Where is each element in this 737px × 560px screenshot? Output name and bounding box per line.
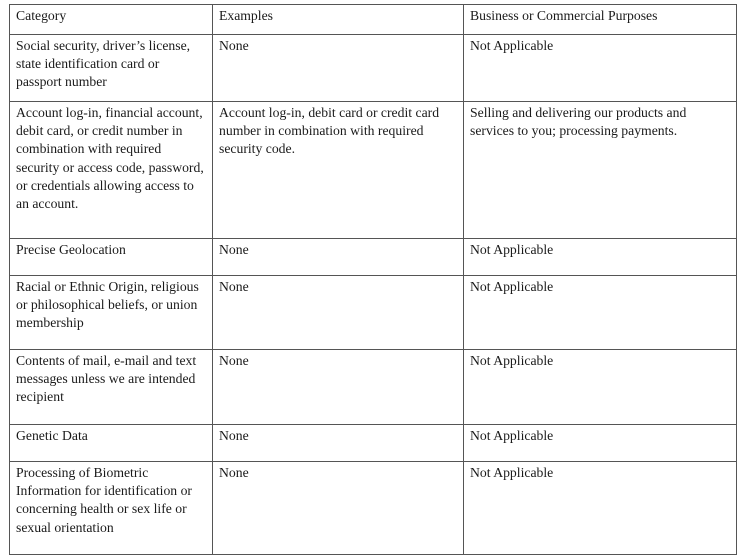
category-cell: Precise Geolocation xyxy=(10,239,213,276)
purposes-cell: Not Applicable xyxy=(464,425,737,462)
purposes-cell: Not Applicable xyxy=(464,350,737,425)
header-examples: Examples xyxy=(213,5,464,35)
category-cell: Racial or Ethnic Origin, religious or philosophical beliefs, or union membership xyxy=(10,276,213,350)
table-row xyxy=(10,425,737,462)
purposes-cell: Selling and delivering our products and services to you; processing payments. xyxy=(464,102,737,239)
table-row xyxy=(10,350,737,425)
examples-cell: None xyxy=(213,462,464,555)
category-cell: Processing of Biometric Information for identification or concerning health or sex life or sexual orientation xyxy=(10,462,213,555)
table-row xyxy=(10,462,737,555)
purposes-cell: Not Applicable xyxy=(464,276,737,350)
examples-cell: None xyxy=(213,350,464,425)
table-row xyxy=(10,239,737,276)
examples-cell: None xyxy=(213,35,464,102)
examples-cell: None xyxy=(213,276,464,350)
purposes-cell: Not Applicable xyxy=(464,35,737,102)
table-row xyxy=(10,102,737,239)
category-cell: Social security, driver’s license, state identification card or passport number xyxy=(10,35,213,102)
category-cell: Contents of mail, e-mail and text messages unless we are intended recipient xyxy=(10,350,213,425)
category-cell: Account log-in, financial account, debit card, or credit number in combination with required security or access code, password, or credentials allowing access to an account. xyxy=(10,102,213,239)
purposes-cell: Not Applicable xyxy=(464,239,737,276)
data-categories-table xyxy=(9,4,737,555)
examples-cell: None xyxy=(213,239,464,276)
table-row xyxy=(10,276,737,350)
category-cell: Genetic Data xyxy=(10,425,213,462)
purposes-cell: Not Applicable xyxy=(464,462,737,555)
examples-cell: None xyxy=(213,425,464,462)
header-business-purposes: Business or Commercial Purposes xyxy=(464,5,737,35)
table-header-row xyxy=(10,5,737,35)
table-row xyxy=(10,35,737,102)
examples-cell: Account log-in, debit card or credit card number in combination with required security code. xyxy=(213,102,464,239)
header-category: Category xyxy=(10,5,213,35)
